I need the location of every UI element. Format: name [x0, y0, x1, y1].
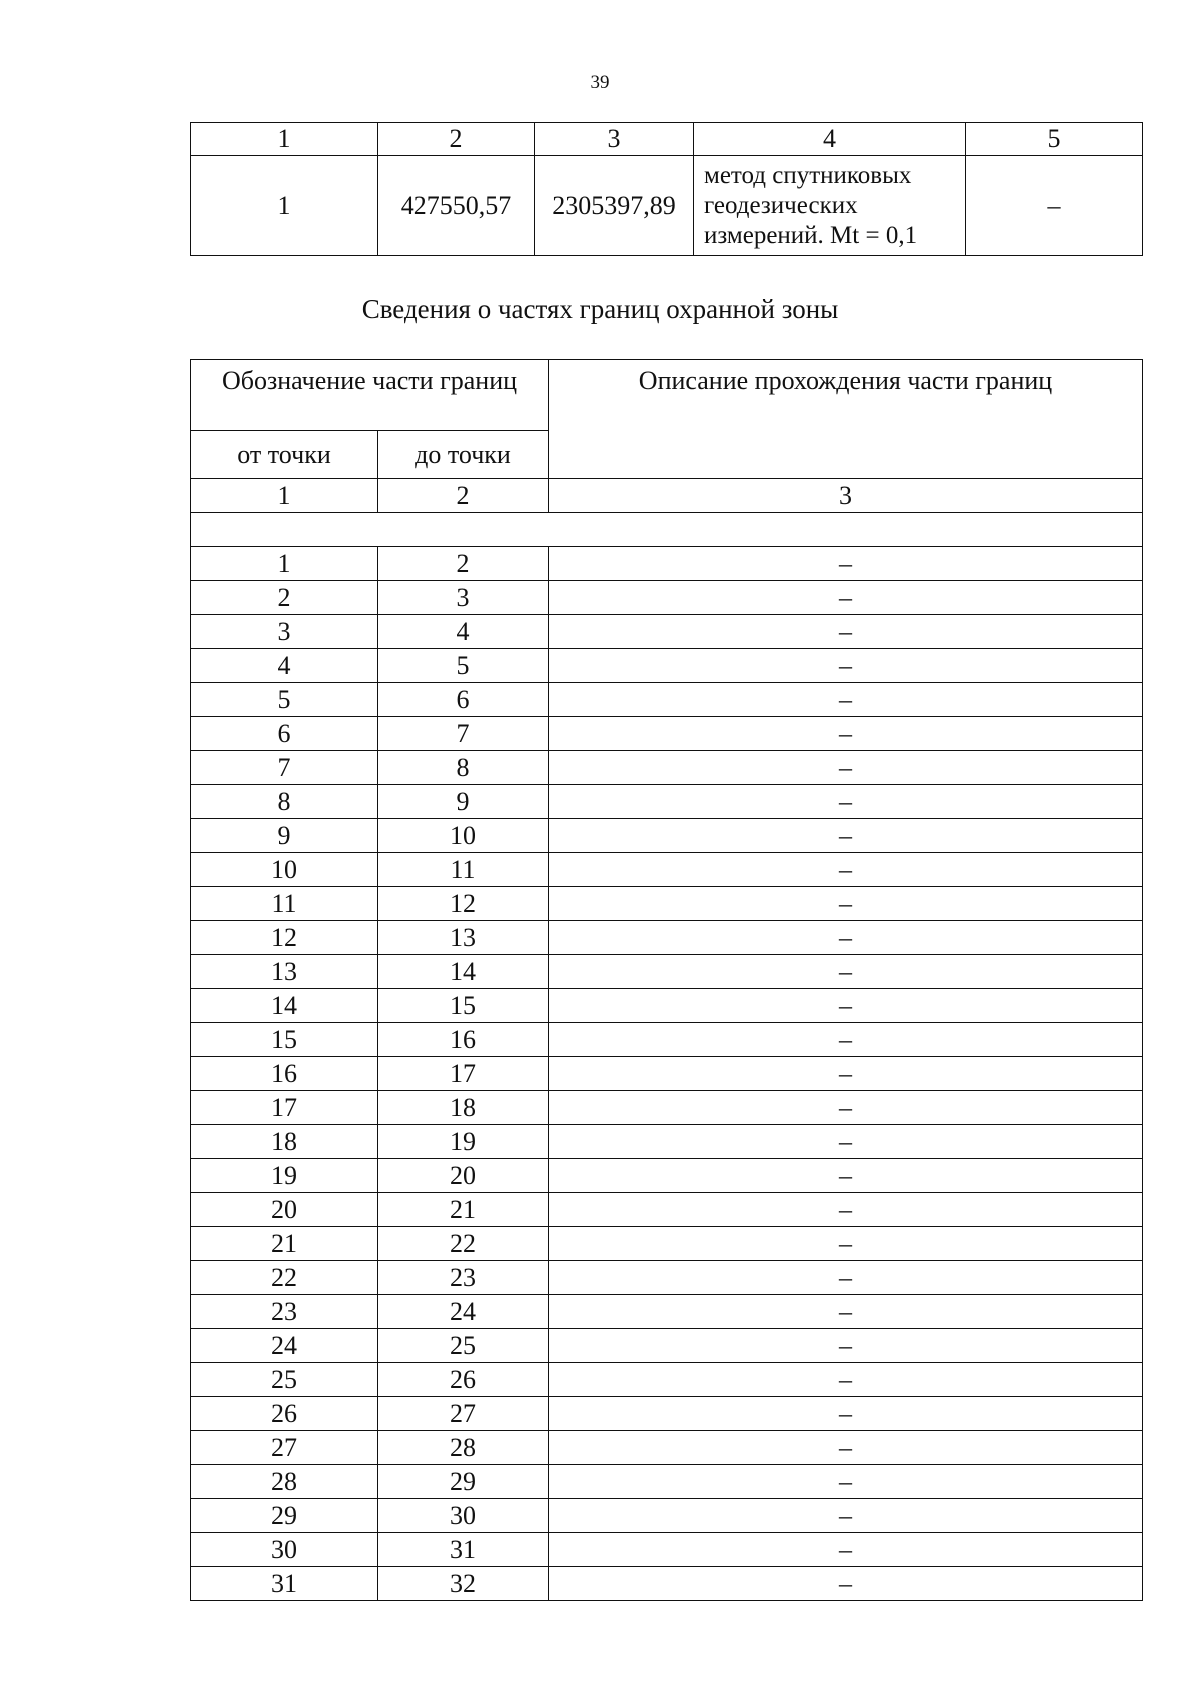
description-cell: – — [549, 1091, 1143, 1125]
from-point-cell: 16 — [191, 1057, 378, 1091]
to-point-cell: 22 — [378, 1227, 549, 1261]
table-row — [191, 156, 1143, 256]
from-point-cell: 15 — [191, 1023, 378, 1057]
to-point-cell: 29 — [378, 1465, 549, 1499]
from-point-cell: 10 — [191, 853, 378, 887]
description-cell: – — [549, 1057, 1143, 1091]
table-row — [191, 1397, 1143, 1431]
to-point-cell: 28 — [378, 1431, 549, 1465]
to-point-cell: 2 — [378, 547, 549, 581]
description-cell: – — [549, 1499, 1143, 1533]
from-point-cell: 14 — [191, 989, 378, 1023]
method-cell — [694, 156, 966, 256]
from-point-cell: 25 — [191, 1363, 378, 1397]
from-point-cell: 26 — [191, 1397, 378, 1431]
from-point-cell: 13 — [191, 955, 378, 989]
table-row — [191, 1295, 1143, 1329]
table-row — [191, 649, 1143, 683]
table-row — [191, 1091, 1143, 1125]
to-point-cell: 26 — [378, 1363, 549, 1397]
description-cell: – — [549, 683, 1143, 717]
description-cell: – — [549, 921, 1143, 955]
from-point-cell: 8 — [191, 785, 378, 819]
coordinates-header-row — [191, 123, 1143, 156]
table-row — [191, 1465, 1143, 1499]
to-point-cell: 24 — [378, 1295, 549, 1329]
description-cell: – — [549, 1023, 1143, 1057]
description-cell: – — [549, 853, 1143, 887]
description-cell: – — [549, 819, 1143, 853]
to-point-cell: 19 — [378, 1125, 549, 1159]
from-point-cell: 1 — [191, 547, 378, 581]
description-cell: – — [549, 1193, 1143, 1227]
description-cell: – — [549, 1431, 1143, 1465]
y-coordinate-cell: 2305397,89 — [535, 156, 694, 256]
table-row — [191, 547, 1143, 581]
point-number-cell: 1 — [191, 156, 378, 256]
from-point-cell: 30 — [191, 1533, 378, 1567]
table-row — [191, 1227, 1143, 1261]
description-cell: – — [549, 887, 1143, 921]
from-point-cell: 18 — [191, 1125, 378, 1159]
boundary-parts-table — [190, 359, 1143, 1601]
to-point-header: до точки — [378, 431, 549, 479]
to-point-cell: 23 — [378, 1261, 549, 1295]
column-numbers-row — [191, 479, 1143, 513]
table-row — [191, 819, 1143, 853]
from-point-header: от точки — [191, 431, 378, 479]
to-point-cell: 31 — [378, 1533, 549, 1567]
coord-header-cell: 3 — [535, 123, 694, 156]
table-row — [191, 1057, 1143, 1091]
description-cell: – — [549, 751, 1143, 785]
empty-separator-row — [191, 513, 1143, 547]
description-cell: – — [549, 1227, 1143, 1261]
description-cell: – — [549, 581, 1143, 615]
coordinates-table — [190, 122, 1143, 256]
to-point-cell: 14 — [378, 955, 549, 989]
description-cell: – — [549, 649, 1143, 683]
table-row — [191, 887, 1143, 921]
to-point-cell: 8 — [378, 751, 549, 785]
from-point-cell: 6 — [191, 717, 378, 751]
to-point-cell: 15 — [378, 989, 549, 1023]
table-row — [191, 1193, 1143, 1227]
from-point-cell: 5 — [191, 683, 378, 717]
description-cell: – — [549, 955, 1143, 989]
parts-table-body — [191, 547, 1143, 1601]
designation-header: Обозначение части границ — [191, 360, 549, 431]
to-point-cell: 13 — [378, 921, 549, 955]
from-point-cell: 17 — [191, 1091, 378, 1125]
table-row — [191, 1431, 1143, 1465]
coord-header-cell: 5 — [966, 123, 1143, 156]
table-row — [191, 921, 1143, 955]
coord-header-cell: 4 — [694, 123, 966, 156]
description-cell: – — [549, 615, 1143, 649]
table-row — [191, 1567, 1143, 1601]
description-cell: – — [549, 1125, 1143, 1159]
table-row — [191, 1329, 1143, 1363]
from-point-cell: 19 — [191, 1159, 378, 1193]
to-point-cell: 5 — [378, 649, 549, 683]
table-row — [191, 853, 1143, 887]
table-row — [191, 1533, 1143, 1567]
from-point-cell: 20 — [191, 1193, 378, 1227]
note-cell: – — [966, 156, 1143, 256]
x-coordinate-cell: 427550,57 — [378, 156, 535, 256]
from-point-cell: 24 — [191, 1329, 378, 1363]
column-number-cell: 1 — [191, 479, 378, 513]
description-cell: – — [549, 1567, 1143, 1601]
from-point-cell: 27 — [191, 1431, 378, 1465]
from-point-cell: 12 — [191, 921, 378, 955]
from-point-cell: 11 — [191, 887, 378, 921]
method-line: измерений. Mt = 0,1 — [704, 221, 918, 249]
table-row — [191, 683, 1143, 717]
section-title: Сведения о частях границ охранной зоны — [361, 294, 839, 324]
to-point-cell: 25 — [378, 1329, 549, 1363]
description-cell: – — [549, 1465, 1143, 1499]
to-point-cell: 32 — [378, 1567, 549, 1601]
table-row — [191, 955, 1143, 989]
from-point-cell: 21 — [191, 1227, 378, 1261]
to-point-cell: 30 — [378, 1499, 549, 1533]
table-row — [191, 1499, 1143, 1533]
from-point-cell: 4 — [191, 649, 378, 683]
to-point-cell: 12 — [378, 887, 549, 921]
method-line: геодезических — [704, 191, 858, 219]
table-row — [191, 1363, 1143, 1397]
table-row — [191, 615, 1143, 649]
parts-header-row — [191, 360, 1143, 431]
method-line: метод спутниковых — [704, 161, 912, 189]
to-point-cell: 18 — [378, 1091, 549, 1125]
column-number-cell: 3 — [549, 479, 1143, 513]
from-point-cell: 28 — [191, 1465, 378, 1499]
to-point-cell: 6 — [378, 683, 549, 717]
from-point-cell: 23 — [191, 1295, 378, 1329]
description-header: Описание прохождения части границ — [549, 360, 1143, 479]
table-row — [191, 581, 1143, 615]
to-point-cell: 7 — [378, 717, 549, 751]
coord-header-cell: 1 — [191, 123, 378, 156]
table-row — [191, 1023, 1143, 1057]
description-cell: – — [549, 1295, 1143, 1329]
from-point-cell: 7 — [191, 751, 378, 785]
description-cell: – — [549, 785, 1143, 819]
coord-header-cell: 2 — [378, 123, 535, 156]
from-point-cell: 9 — [191, 819, 378, 853]
description-cell: – — [549, 1261, 1143, 1295]
to-point-cell: 17 — [378, 1057, 549, 1091]
description-cell: – — [549, 1159, 1143, 1193]
table-row — [191, 1159, 1143, 1193]
table-row — [191, 751, 1143, 785]
description-cell: – — [549, 1363, 1143, 1397]
to-point-cell: 10 — [378, 819, 549, 853]
to-point-cell: 4 — [378, 615, 549, 649]
description-cell: – — [549, 547, 1143, 581]
to-point-cell: 9 — [378, 785, 549, 819]
description-cell: – — [549, 717, 1143, 751]
table-row — [191, 1261, 1143, 1295]
to-point-cell: 21 — [378, 1193, 549, 1227]
from-point-cell: 22 — [191, 1261, 378, 1295]
from-point-cell: 31 — [191, 1567, 378, 1601]
table-row — [191, 785, 1143, 819]
table-row — [191, 989, 1143, 1023]
to-point-cell: 16 — [378, 1023, 549, 1057]
from-point-cell: 2 — [191, 581, 378, 615]
description-cell: – — [549, 1397, 1143, 1431]
from-point-cell: 3 — [191, 615, 378, 649]
page-number: 39 — [590, 72, 610, 93]
column-number-cell: 2 — [378, 479, 549, 513]
to-point-cell: 27 — [378, 1397, 549, 1431]
table-row — [191, 1125, 1143, 1159]
to-point-cell: 3 — [378, 581, 549, 615]
to-point-cell: 20 — [378, 1159, 549, 1193]
description-cell: – — [549, 989, 1143, 1023]
to-point-cell: 11 — [378, 853, 549, 887]
empty-cell — [191, 513, 1143, 547]
from-point-cell: 29 — [191, 1499, 378, 1533]
table-row — [191, 717, 1143, 751]
description-cell: – — [549, 1533, 1143, 1567]
description-cell: – — [549, 1329, 1143, 1363]
